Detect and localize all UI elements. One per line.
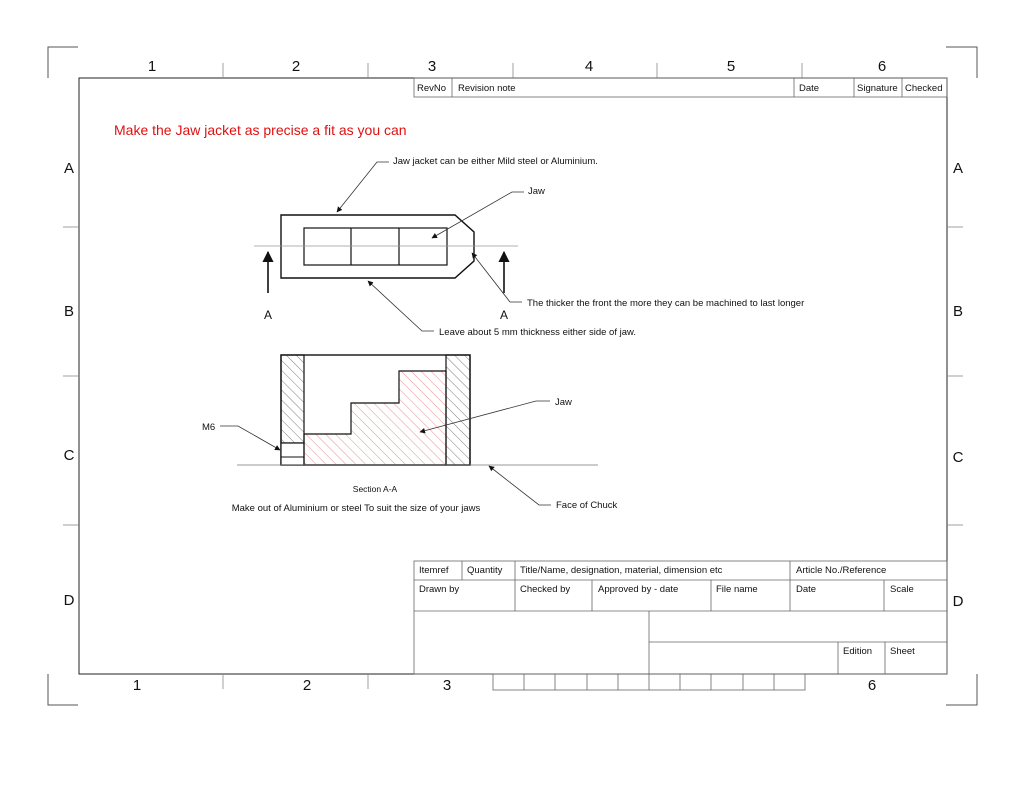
zone-row-a-left: A xyxy=(63,160,75,177)
zone-col-2-bottom: 2 xyxy=(302,677,312,694)
chuck-leader xyxy=(489,466,551,505)
thickness-leader xyxy=(472,253,522,302)
jaw-outline xyxy=(304,228,447,265)
jaw-label-section: Jaw xyxy=(555,397,572,408)
signature-header: Signature xyxy=(857,83,898,94)
jaw-jacket-outline xyxy=(281,215,474,278)
title-name-label: Title/Name, designation, material, dimension etc xyxy=(520,565,723,576)
section-caption: Make out of Aluminium or steel To suit the size of your jaws xyxy=(231,503,481,514)
revision-note-header: Revision note xyxy=(458,83,516,94)
article-no-label: Article No./Reference xyxy=(796,565,887,576)
zone-row-d-left: D xyxy=(63,592,75,609)
quantity-label: Quantity xyxy=(467,565,503,576)
zone-col-6-bottom: 6 xyxy=(867,677,877,694)
zone-row-b-right: B xyxy=(952,303,964,320)
drawn-by-label: Drawn by xyxy=(419,584,460,595)
material-leader xyxy=(337,162,389,212)
jacket-right-wall xyxy=(446,355,470,465)
zone-col-4: 4 xyxy=(584,58,594,75)
drawing-frame xyxy=(79,78,947,674)
side-note: Leave about 5 mm thickness either side of jaw. xyxy=(439,327,636,338)
zone-col-3-bottom: 3 xyxy=(442,677,452,694)
corner-marks xyxy=(48,47,977,705)
edition-label: Edition xyxy=(843,646,873,657)
m6-leader xyxy=(220,426,280,450)
zone-col-6: 6 xyxy=(877,58,887,75)
material-note: Jaw jacket can be either Mild steel or Aluminium. xyxy=(393,156,598,167)
zone-row-c-right: C xyxy=(952,449,964,466)
date-label: Date xyxy=(796,584,817,595)
chuck-label: Face of Chuck xyxy=(556,500,618,511)
rev-no-header: RevNo xyxy=(417,83,447,94)
file-name-label: File name xyxy=(716,584,758,595)
instruction-text: Make the Jaw jacket as precise a fit as you can xyxy=(114,122,407,138)
bottom-scale-boxes xyxy=(493,674,805,690)
checked-by-label: Checked by xyxy=(520,584,571,595)
zone-col-1-bottom: 1 xyxy=(132,677,142,694)
revision-date-header: Date xyxy=(799,83,820,94)
zone-col-5: 5 xyxy=(726,58,736,75)
section-title: Section A-A xyxy=(352,484,398,494)
sheet-label: Sheet xyxy=(890,646,915,657)
side-leader xyxy=(368,281,434,331)
zone-col-3: 3 xyxy=(427,58,437,75)
m6-screw-hole xyxy=(281,443,304,465)
checked-header: Checked xyxy=(905,83,943,94)
section-mark-left: A xyxy=(264,308,273,322)
zone-row-a-right: A xyxy=(952,160,964,177)
jacket-left-wall xyxy=(281,355,304,443)
m6-label: M6 xyxy=(202,422,216,433)
item-ref-label: Itemref xyxy=(419,565,449,576)
approved-by-label: Approved by - date xyxy=(598,584,679,595)
title-block xyxy=(414,561,947,674)
zone-row-c-left: C xyxy=(63,447,75,464)
jaw-label-top: Jaw xyxy=(528,186,545,197)
zone-row-b-left: B xyxy=(63,303,75,320)
zone-col-2: 2 xyxy=(291,58,301,75)
scale-label: Scale xyxy=(890,584,914,595)
thickness-note: The thicker the front the more they can be machined to last longer xyxy=(527,298,805,309)
zone-row-d-right: D xyxy=(952,593,964,610)
top-view xyxy=(254,156,804,338)
zone-col-1: 1 xyxy=(147,58,157,75)
jaw-section xyxy=(304,371,446,465)
revision-table xyxy=(414,78,947,97)
section-view xyxy=(202,355,617,514)
section-mark-right: A xyxy=(500,308,509,322)
